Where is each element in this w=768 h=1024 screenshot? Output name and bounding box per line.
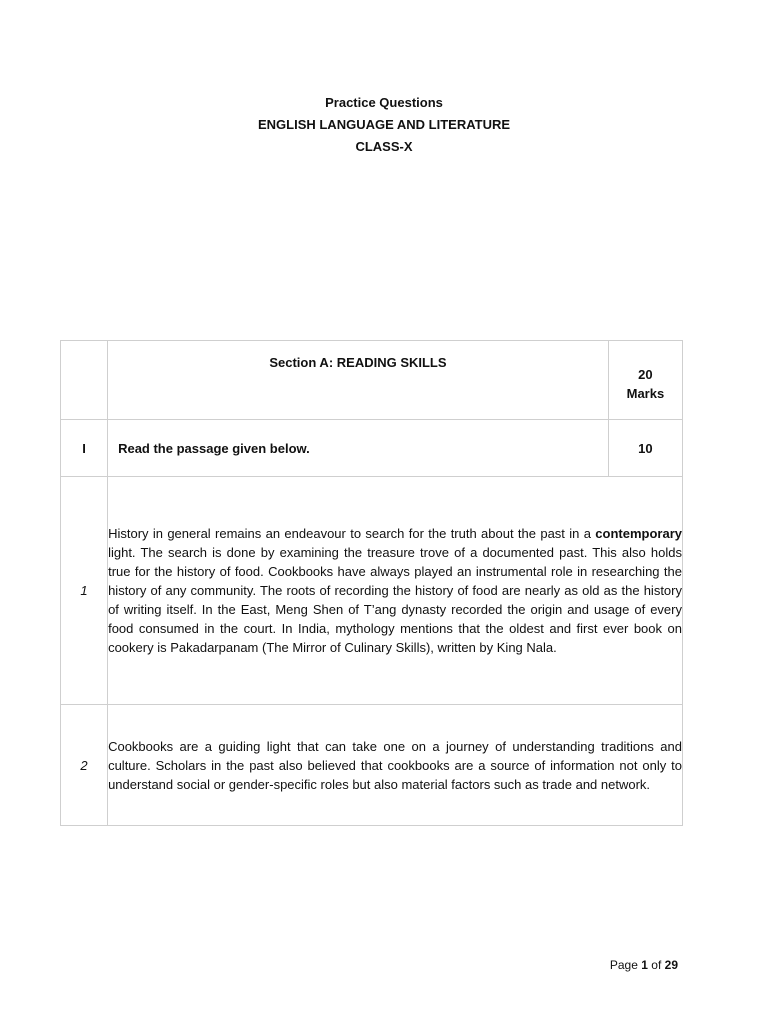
paragraph-number: 1	[61, 477, 108, 705]
page-footer	[610, 958, 678, 972]
passage-row	[61, 705, 683, 826]
section-marks-cell	[608, 341, 682, 420]
page-current: 1	[641, 958, 648, 972]
page-total: 29	[664, 958, 678, 972]
paragraph-number: 2	[61, 705, 108, 826]
instruction-text: Read the passage given below.	[108, 420, 609, 477]
question-table	[60, 340, 683, 826]
section-marks-value: 20	[638, 367, 653, 382]
passage-row	[61, 477, 683, 705]
instruction-marks: 10	[608, 420, 682, 477]
page-word: Page	[609, 958, 638, 972]
page-of-word: of	[651, 958, 662, 972]
paragraph-text	[108, 477, 683, 705]
paragraph-bold-word: contemporary	[595, 526, 682, 541]
header-class: CLASS-X	[355, 139, 413, 154]
document-header	[0, 92, 768, 158]
section-number-cell	[61, 341, 108, 420]
section-title: Section A: READING SKILLS	[108, 341, 609, 420]
instruction-row	[61, 420, 683, 477]
header-title: Practice Questions	[325, 95, 443, 110]
section-row	[61, 341, 683, 420]
section-marks-label: Marks	[626, 386, 665, 401]
paragraph-text-end: light. The search is done by examining the treasure trove of a documented past. This also holds true for the history of food. Cookbooks have always played an instrumental role in researching the history of any community. The roots of recording the history of food are nearly as old as the history of writing itself. In the East, Meng Shen of T’ang dynasty recorded the origin and usage of every food consumed in the court. In India, mythology mentions that the oldest and first ever book on cookery is Pakadarpanam (The Mirror of Culinary Skills), written by King Nala.	[108, 545, 682, 655]
paragraph-text: Cookbooks are a guiding light that can take one on a journey of understanding traditions and culture. Scholars in the past also believed that cookbooks are a source of information not only to understand social or gender-specific roles but also material factors such as trade and network.	[108, 705, 683, 826]
instruction-number: I	[61, 420, 108, 477]
header-subject: ENGLISH LANGUAGE AND LITERATURE	[257, 117, 511, 132]
paragraph-text-start: History in general remains an endeavour to search for the truth about the past in a	[108, 526, 596, 541]
